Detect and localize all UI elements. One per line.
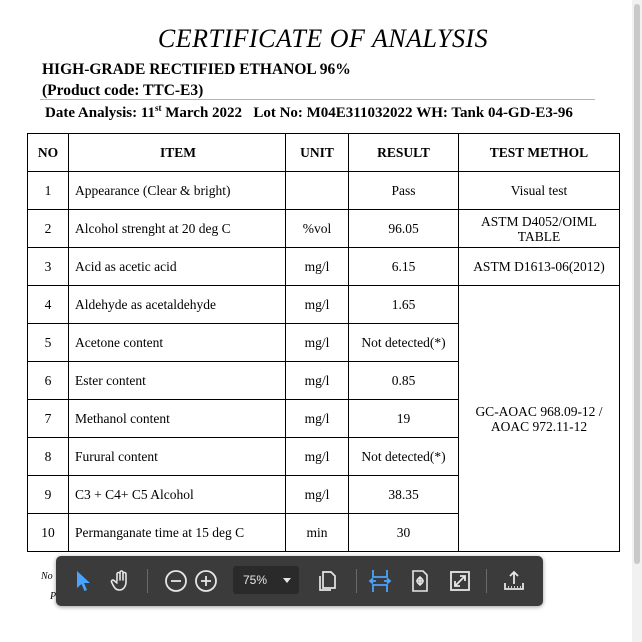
cell-result: 19 [349,400,459,438]
cell-result: 6.15 [349,248,459,286]
chevron-down-icon [283,578,291,583]
copy-pages-button[interactable] [312,566,342,596]
date-text: Date Analysis: 11 [45,105,156,121]
toolbar-separator [147,569,148,593]
fit-page-icon [409,569,431,593]
cell-no: 1 [28,172,69,210]
vertical-scrollbar[interactable] [632,0,642,642]
cell-no: 3 [28,248,69,286]
cell-item: Methanol content [69,400,286,438]
cell-item: C3 + C4+ C5 Alcohol [69,476,286,514]
scrollbar-thumb[interactable] [634,4,640,564]
analysis-table [27,133,620,552]
date-ordinal: st [155,103,162,113]
table-row [28,248,620,286]
cell-result: 38.35 [349,476,459,514]
table-row [28,210,620,248]
zoom-out-icon [164,569,188,593]
export-icon [502,569,526,593]
cell-unit: mg/l [286,362,349,400]
cell-unit: %vol [286,210,349,248]
header-test-method: TEST METHOL [459,134,620,172]
export-button[interactable] [499,566,529,596]
cell-method: ASTM D1613-06(2012) [459,248,620,286]
product-name: HIGH-GRADE RECTIFIED ETHANOL 96% [42,61,351,78]
cell-result: 30 [349,514,459,552]
date-month: March 2022 [161,105,243,121]
cell-no: 10 [28,514,69,552]
footnote-partial-2: P [50,591,57,602]
warehouse-tank: WH: Tank 04-GD-E3-96 [416,105,573,121]
cell-method: Visual test [459,172,620,210]
fullscreen-button[interactable] [445,566,475,596]
zoom-out-button[interactable] [161,566,191,596]
cell-item: Permanganate time at 15 deg C [69,514,286,552]
hand-pan-icon [109,569,133,593]
header-item: ITEM [69,134,286,172]
hand-tool-button[interactable] [106,566,136,596]
zoom-level-select[interactable] [233,566,299,594]
select-tool-button[interactable] [68,566,98,596]
cell-item: Ester content [69,362,286,400]
cell-item: Aldehyde as acetaldehyde [69,286,286,324]
date-lot-line [45,103,573,122]
cell-no: 5 [28,324,69,362]
cell-unit: mg/l [286,324,349,362]
product-code: (Product code: TTC-E3) [42,82,204,99]
fit-width-icon [368,568,392,594]
copy-pages-icon [316,569,338,593]
cell-unit [286,172,349,210]
divider [40,99,595,100]
cell-unit: mg/l [286,400,349,438]
cell-no: 9 [28,476,69,514]
cell-unit: mg/l [286,476,349,514]
zoom-in-button[interactable] [191,566,221,596]
select-pointer-icon [74,570,92,592]
cell-unit: mg/l [286,286,349,324]
cell-item: Furural content [69,438,286,476]
cell-method-merged: GC-AOAC 968.09-12 / AOAC 972.11-12 [459,286,620,552]
cell-no: 8 [28,438,69,476]
cell-result: 1.65 [349,286,459,324]
cell-result: 0.85 [349,362,459,400]
header-result: RESULT [349,134,459,172]
fullscreen-icon [449,570,471,592]
cell-no: 2 [28,210,69,248]
cell-no: 7 [28,400,69,438]
cell-item: Alcohol strenght at 20 deg C [69,210,286,248]
certificate-title: CERTIFICATE OF ANALYSIS [157,24,489,53]
pdf-viewer-toolbar [56,556,543,606]
cell-item: Acetone content [69,324,286,362]
footnote-partial: No [41,571,53,582]
cell-item: Acid as acetic acid [69,248,286,286]
cell-unit: mg/l [286,438,349,476]
cell-result: 96.05 [349,210,459,248]
cell-unit: min [286,514,349,552]
cell-no: 4 [28,286,69,324]
table-row [28,286,620,324]
cell-item: Appearance (Clear & bright) [69,172,286,210]
table-header-row [28,134,620,172]
fit-page-button[interactable] [405,566,435,596]
cell-result: Pass [349,172,459,210]
zoom-value: 75% [243,573,268,587]
cell-result: Not detected(*) [349,438,459,476]
header-unit: UNIT [286,134,349,172]
header-no: NO [28,134,69,172]
toolbar-separator [486,569,487,593]
zoom-in-icon [194,569,218,593]
toolbar-separator [356,569,357,593]
table-row [28,172,620,210]
cell-no: 6 [28,362,69,400]
cell-method: ASTM D4052/OIML TABLE [459,210,620,248]
fit-width-button[interactable] [365,566,395,596]
lot-number: Lot No: M04E311032022 [253,105,413,121]
cell-result: Not detected(*) [349,324,459,362]
cell-unit: mg/l [286,248,349,286]
